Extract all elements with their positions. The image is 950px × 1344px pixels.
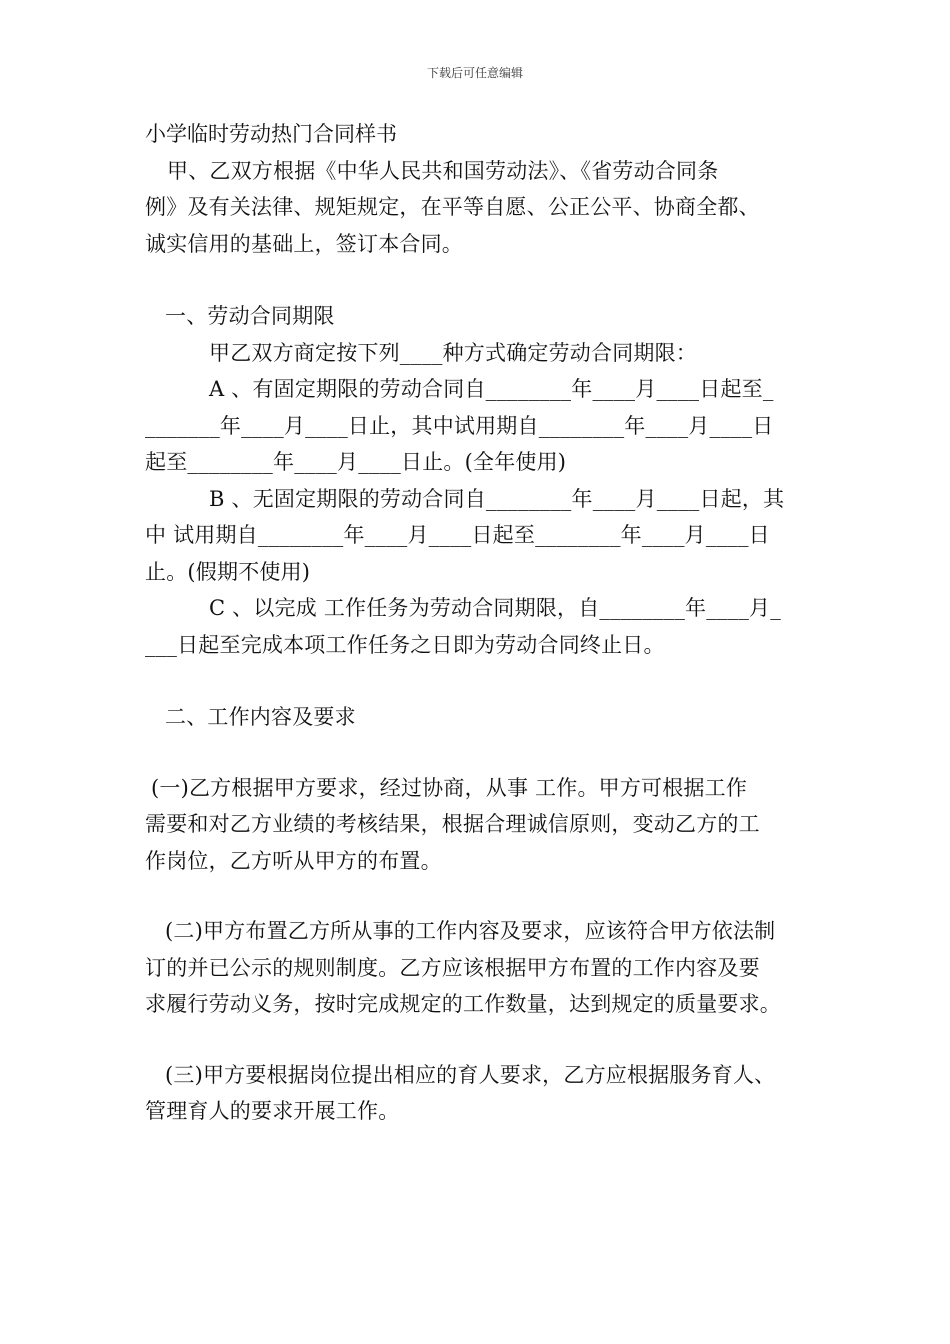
- intro-paragraph: [145, 153, 807, 263]
- paragraph-line: 作岗位，乙方听从甲方的布置。: [145, 848, 442, 873]
- section-1-line: 甲乙双方商定按下列____种方式确定劳动合同期限：: [209, 340, 697, 365]
- option-b-line: 止。(假期不使用): [145, 559, 311, 584]
- option-a-line: 起至________年____月____日止。(全年使用): [145, 450, 567, 474]
- section-2-heading: 二、工作内容及要求: [165, 705, 356, 729]
- paragraph-line: 需要和对乙方业绩的考核结果，根据合理诚信原则，变动乙方的工: [145, 812, 760, 836]
- section-2-para-3: [145, 1057, 807, 1130]
- intro-line: 诚实信用的基础上，签订本合同。: [145, 231, 463, 256]
- paragraph-line: 订的并已公示的规则制度。乙方应该根据甲方布置的工作内容及要: [145, 955, 760, 980]
- section-1-body: [145, 335, 807, 664]
- option-c-line: C 、以完成 工作任务为劳动合同期限，自________年____月_: [209, 596, 781, 620]
- document-body: [145, 116, 807, 1130]
- paragraph-line: 求履行劳动义务，按时完成规定的工作数量，达到规定的质量要求。: [145, 992, 781, 1016]
- section-2-para-1: [145, 770, 807, 880]
- option-c-line: ___日起至完成本项工作任务之日即为劳动合同终止日。: [145, 632, 665, 657]
- paragraph-line: (三)甲方要根据岗位提出相应的育人要求，乙方应根据服务育人、: [165, 1062, 776, 1087]
- intro-line: 甲、乙双方根据《中华人民共和国劳动法》、《省劳动合同条: [167, 158, 719, 183]
- option-a-line: _______年____月____日止，其中试用期自________年____月____日: [145, 413, 774, 438]
- page-header: 下载后可任意编辑: [426, 66, 523, 80]
- section-1-heading: 一、劳动合同期限: [165, 304, 335, 328]
- paragraph-line: (一)乙方根据甲方要求，经过协商，从事 工作。甲方可根据工作: [151, 775, 748, 800]
- paragraph-line: 管理育人的要求开展工作。: [145, 1099, 400, 1123]
- intro-line: 例》及有关法律、规矩规定，在平等自愿、公正公平、协商全都、: [145, 195, 760, 219]
- option-b-line: B 、无固定期限的劳动合同自________年____月____日起，其: [209, 486, 785, 511]
- option-a-line: A 、有固定期限的劳动合同自________年____月____日起至_: [209, 377, 774, 401]
- option-b-line: 中 试用期自________年____月____日起至________年____月____日: [145, 523, 770, 547]
- document-title: 小学临时劳动热门合同样书: [145, 122, 397, 146]
- section-2-para-2: [145, 913, 807, 1023]
- paragraph-line: (二)甲方布置乙方所从事的工作内容及要求，应该符合甲方依法制: [165, 919, 776, 943]
